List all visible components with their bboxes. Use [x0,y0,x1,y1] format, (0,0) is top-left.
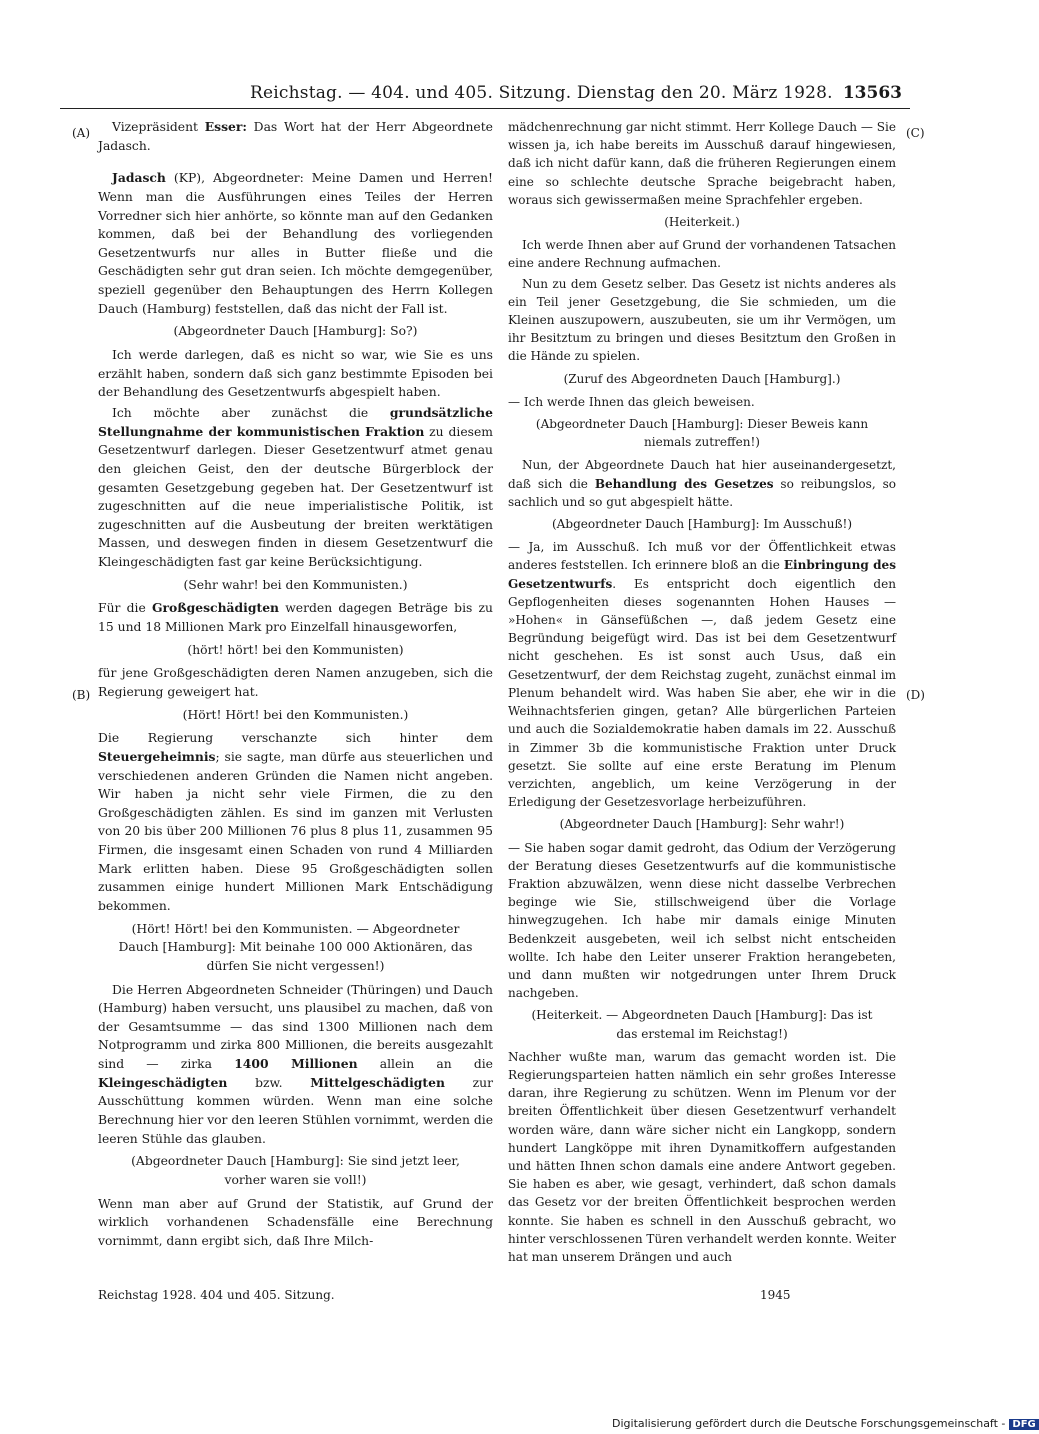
interjection: (Abgeordneter Dauch [Hamburg]: Im Ausschuß!) [551,517,853,532]
speaker-name: Esser: [204,119,247,134]
text: ; sie sagte, man dürfe aus steuerlichen und verschiedenen anderen Gründen die Namen nicht angeben. Wir haben ja nicht sehr viele Firmen, die zu den Großgeschädigten zählen. Es sind im ganzen mit Verlusten von 20 bis über 200 Millionen 76 plus 8 plus 11, zusammen 95 Firmen, die insgesamt einen Schaden von rund 4 Milliarden Mark erlitten haben. Diese 95 Großgeschädigten sollen zusammen einige hundert Millionen Mark Entschädigung bekommen. [98,749,493,913]
emphasis: Behandlung des Gesetzes [594,476,774,491]
text: zu diesem Gesetzentwurf darlegen. Dieser Gesetzentwurf atmet genau den gleichen Geist, den der deutsche Bürgerblock der gesamten Gesetzgebung gegeben hat. Der Gesetzentwurf ist zugeschnitten auf die neue imperialistische Politik, ist zugeschnitten auf die Ausbeutung der breiten werktätigen Massen, und deswegen finden in diesem Gesetzentwurf die Kleingeschädigten fast gar keine Berücksichtigung. [98,424,493,570]
interjection: (Abgeordneter Dauch [Hamburg]: Dieser Beweis kann niemals zutreffen!) [535,417,869,450]
digitization-credit [612,1417,1039,1430]
emphasis: Steuergeheimnis [98,748,216,764]
text: Nun, der Abgeordnete Dauch hat hier auseinandergesetzt, daß sich die [508,458,896,491]
emphasis: Kleingeschädigten [98,1074,228,1090]
paragraph: — Ich werde Ihnen das gleich beweisen. [508,394,755,409]
text: — Ja, im Ausschuß. Ich muß vor der Öffentlichkeit etwas anderes feststellen. Ich erinnere bloß an die [508,540,896,573]
margin-marker-a: (A) [72,126,91,140]
interjection: (hört! hört! bei den Kommunisten) [187,642,404,657]
paragraph: Ich werde darlegen, daß es nicht so war, wie Sie es uns erzählt haben, sondern daß sich ganz bestimmte Episoden bei der Behandlung des Gesetzentwurfs abgespielt haben. [98,348,493,400]
interjection: (Hört! Hört! bei den Kommunisten. — Abgeordneter Dauch [Hamburg]: Mit beinahe 100 000 Aktionären, das dürfen Sie nicht vergessen!) [118,921,473,973]
paragraph: für jene Großgeschädigten deren Namen anzugeben, sich die Regierung geweigert hat. [98,666,493,699]
text: zur Ausschüttung kommen würden. Wenn man eine solche Berechnung hier vor den leeren Stühlen vornimmt, werden die leeren Stühle das glauben. [98,1075,493,1146]
text: Die Regierung verschanzte sich hinter dem [98,731,493,746]
emphasis: Einbringung des Gesetzentwurfs [508,558,896,591]
interjection: (Hört! Hört! bei den Kommunisten.) [182,707,409,722]
paragraph [98,118,493,155]
emphasis: Mittelgeschädigten [310,1074,445,1090]
paragraph [508,538,896,811]
paragraph [98,729,493,915]
paragraph [98,981,493,1149]
interjection: (Abgeordneter Dauch [Hamburg]: Sehr wahr!) [559,817,845,832]
dfg-logo: DFG [1009,1419,1038,1430]
interjection: (Abgeordneter Dauch [Hamburg]: So?) [173,324,418,339]
paragraph [508,456,896,511]
margin-marker-b: (B) [72,688,91,702]
running-header [60,80,910,109]
text: (KP), Abgeordneter: Meine Damen und Herren! Wenn man die Ausführungen eines Teiles der Herren Vorredner sich hier anhörte, so könnte man auf den Gedanken kommen, daß bei der Behandlung des vorliegenden Gesetzentwurfs nur alles in Butter fließe und die Geschädigten sehr gut dran seien. Ich möchte demgegenüber, speziell gegenüber den Behauptungen des Herrn Kollegen Dauch (Hamburg) feststellen, daß das nicht der Fall ist. [98,171,493,316]
paragraph: mädchenrechnung gar nicht stimmt. Herr Kollege Dauch — Sie wissen ja, ich habe bereits im Ausschuß darauf hingewiesen, daß ich nicht dafür kann, daß die früheren Regierungen einem eine so schlechte deutsche Sprache beigebracht haben, woraus sich gewissermaßen meine Sprachfehler ergeben. [508,120,896,207]
paragraph: Wenn man aber auf Grund der Statistik, auf Grund der wirklich vorhandenen Schadensfälle eine Berechnung vornimmt, dann ergibt sich, daß Ihre Milch- [98,1196,493,1248]
paragraph: Ich werde Ihnen aber auf Grund der vorhandenen Tatsachen eine andere Rechnung aufmachen. [508,238,896,271]
emphasis: Großgeschädigten [151,600,280,616]
interjection: (Abgeordneter Dauch [Hamburg]: Sie sind jetzt leer, vorher waren sie voll!) [131,1154,460,1187]
emphasis: grundsätzliche Stellungnahme der kommunistischen Fraktion [98,404,493,439]
text: allein an die [357,1057,493,1072]
paragraph: Nachher wußte man, warum das gemacht worden ist. Die Regierungsparteien hatten nämlich ein sehr großes Interesse daran, ihre Regierung zu schützen. Wenn im Plenum vor der breiten Öffentlichkeit über diesen Gesetzentwurf verhandelt worden wäre, dann wäre sicher nicht ein Langkopp, sondern hundert Langköppe mit ihren Dynamitkoffern aufgestanden und hätten Ihnen schon damals eine andere Antwort gegeben. Sie haben es aber, wie gesagt, verhindert, daß schon damals das Gesetz vor der breiten Öffentlichkeit besprochen werden konnte. Sie haben es schnell in den Ausschuß gebracht, wo hinter verschlossenen Türen verhandelt werden konnte. Weiter hat man unserem Drängen und auch [508,1049,896,1264]
header-title: Reichstag. — 404. und 405. Sitzung. Dienstag den 20. März 1928. [250,83,833,103]
interjection: (Heiterkeit.) [664,215,740,230]
text: . Es entspricht doch eigentlich den Gepflogenheiten dieses sogenannten Hohen Hauses — »Hohen« in Gänsefüßchen —, daß jedem Gesetz eine Begründung beigefügt wird. Das ist bei dem Gesetzentwurf nicht geschehen. Es ist sonst auch Usus, daß ein Gesetzentwurf, der dem Reichstag zugeht, zunächst einmal im Plenum behandelt wird. Was haben Sie aber, ehe wir in die Weihnachtsferien gingen, getan? Alle bürgerlichen Parteien und auch die Sozialdemokratie haben damals im 22. Ausschuß in Zimmer 3b die kommunistische Fraktion unter Druck gesetzt. Sie sollte auf eine erste Beratung im Plenum verzichten, angeblich, um keine Verzögerung in der Erledigung der Gesetzesvorlage herbeizuführen. [508,576,896,810]
text: Die Herren Abgeordneten Schneider (Thüringen) und Dauch (Hamburg) haben versucht, uns plausibel zu machen, daß von der Gesamtsumme — das sind 1300 Millionen nach dem Notprogramm und zirka 800 Millionen, die bereits ausgezahlt sind — zirka [98,982,493,1072]
footer-sheet-number: 1945 [760,1288,791,1302]
margin-marker-c: (C) [906,126,925,140]
interjection: (Sehr wahr! bei den Kommunisten.) [183,577,408,592]
page-number: 13563 [842,83,902,103]
text: so reibungslos, so sachlich und so gut abgespielt hätte. [508,476,897,509]
text: Das Wort hat der Herr Abgeordnete Jadasch. [98,120,493,153]
left-column [98,118,493,1253]
paragraph: Nun zu dem Gesetz selber. Das Gesetz ist nichts anderes als ein Teil jener Gesetzgebung, die Sie schmieden, um die Kleinen auszupowern, auszubeuten, sie um ihr Vermögen, um ihr Besitztum zu bringen und dieses Besitztum den Großen in die Hände zu spielen. [508,276,896,364]
emphasis: 1400 Millionen [234,1056,358,1072]
speaker-name: Jadasch [112,170,166,186]
footer-signature: Reichstag 1928. 404 und 405. Sitzung. [98,1288,335,1302]
right-column [508,118,896,1268]
credit-text: Digitalisierung gefördert durch die Deutsche Forschungsgemeinschaft - [612,1417,1006,1430]
paragraph [98,169,493,318]
text: Für die [98,601,152,616]
text: werden dagegen Beträge bis zu 15 und 18 Millionen Mark pro Einzelfall hinausgeworfen, [98,601,493,635]
paragraph [98,599,493,636]
paragraph: — Sie haben sogar damit gedroht, das Odium der Verzögerung der Beratung dieses Gesetzentwurfs auf die kommunistische Fraktion abzuwälzen, wenn diese nicht dasselbe Verbrechen beginge wie Sie, stillschweigend über die Vorlage hinwegzugehen. Ich habe mir damals einige Minuten Bedenkzeit ausgebeten, weil ich selbst nicht entscheiden wollte. Ich habe den Leiter unserer Fraktion herangebeten, und dann mußten wir notgedrungen unter Ihrem Druck nachgeben. [508,840,896,1001]
interjection: (Zuruf des Abgeordneten Dauch [Hamburg].) [563,371,841,386]
margin-marker-d: (D) [906,688,925,702]
text: bzw. [227,1075,311,1090]
text: Vizepräsident [112,120,205,134]
text: Ich möchte aber zunächst die [112,405,390,420]
paragraph [98,404,493,572]
interjection: (Heiterkeit. — Abgeordneten Dauch [Hamburg]: Das ist das erstemal im Reichstag!) [531,1008,873,1041]
